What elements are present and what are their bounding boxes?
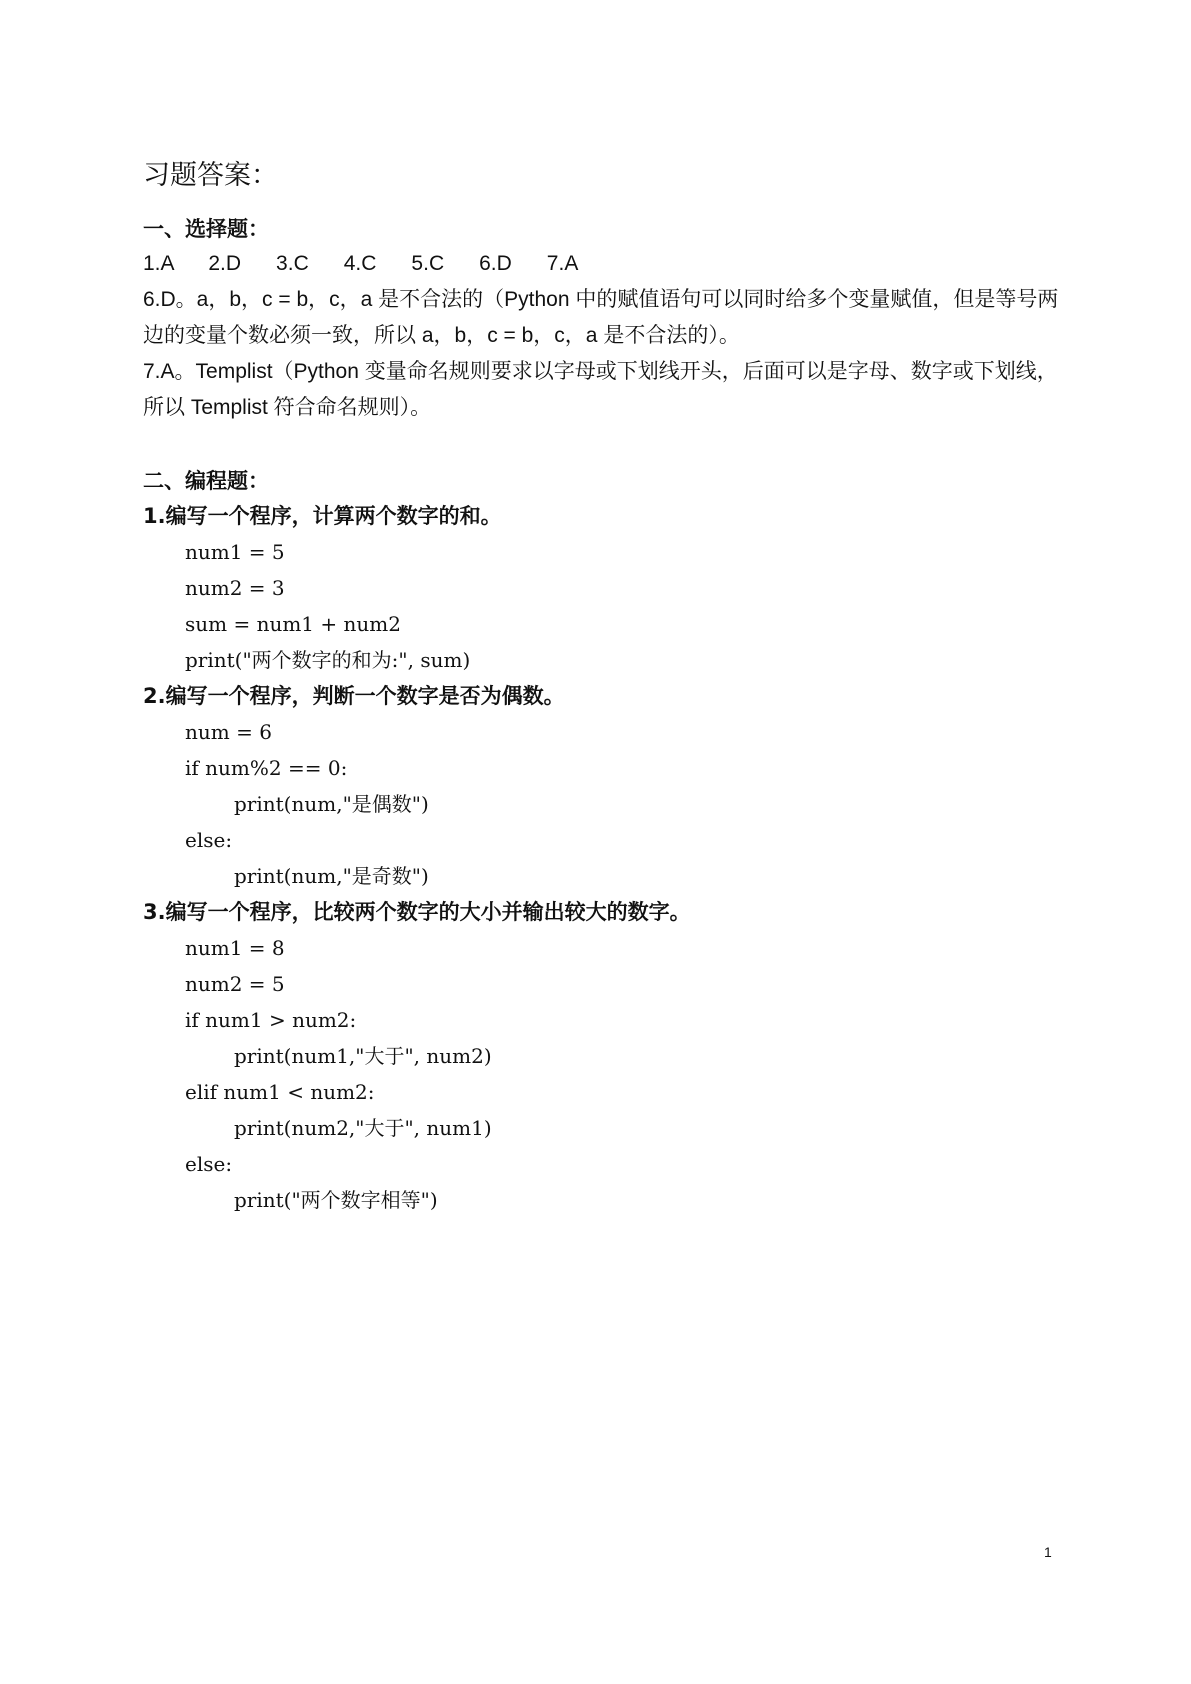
task-heading-1: 1.编写一个程序，计算两个数字的和。: [143, 504, 502, 528]
section-heading-programming: 二、编程题：: [143, 469, 269, 493]
code-line: print(num,"是偶数"): [234, 792, 429, 816]
code-line: if num%2 == 0:: [185, 756, 348, 780]
page-number: 1: [1044, 1544, 1052, 1560]
page-content: [143, 156, 1063, 1218]
code-line: num1 = 5: [185, 540, 285, 564]
code-line: num = 6: [185, 720, 272, 744]
code-line: print(num1,"大于", num2): [234, 1044, 492, 1068]
code-line: num2 = 3: [185, 576, 285, 600]
code-block-2: [143, 714, 1063, 894]
document-title: 习题答案：: [143, 160, 278, 191]
code-line: sum = num1 + num2: [185, 612, 401, 636]
code-line: else:: [185, 828, 233, 852]
code-line: print(num,"是奇数"): [234, 864, 429, 888]
explanation-7: 7.A。Templist（Python 变量命名规则要求以字母或下划线开头，后面可以是字母、数字或下划线，所以 Templist 符合命名规则）。: [143, 360, 1058, 419]
answer-key-row: 1.A 2.D 3.C 4.C 5.C 6.D 7.A: [143, 252, 579, 275]
section-spacer: [143, 426, 1063, 464]
task-heading-3: 3.编写一个程序，比较两个数字的大小并输出较大的数字。: [143, 900, 691, 924]
code-line: else:: [185, 1152, 233, 1176]
explanation-6: 6.D。a，b，c = b，c，a 是不合法的（Python 中的赋值语句可以同时给多个变量赋值，但是等号两边的变量个数必须一致，所以 a，b，c = b，c，a 是不合法的）。: [143, 288, 1059, 347]
code-line: num2 = 5: [185, 972, 285, 996]
code-block-1: [143, 534, 1063, 678]
code-line: print("两个数字的和为:", sum): [185, 648, 471, 672]
code-line: if num1 > num2:: [185, 1008, 357, 1032]
code-line: print("两个数字相等"): [234, 1188, 438, 1212]
code-block-3: [143, 930, 1063, 1218]
task-heading-2: 2.编写一个程序，判断一个数字是否为偶数。: [143, 684, 565, 708]
code-line: num1 = 8: [185, 936, 285, 960]
code-line: print(num2,"大于", num1): [234, 1116, 492, 1140]
section-heading-choice: 一、选择题：: [143, 217, 269, 241]
code-line: elif num1 < num2:: [185, 1080, 375, 1104]
